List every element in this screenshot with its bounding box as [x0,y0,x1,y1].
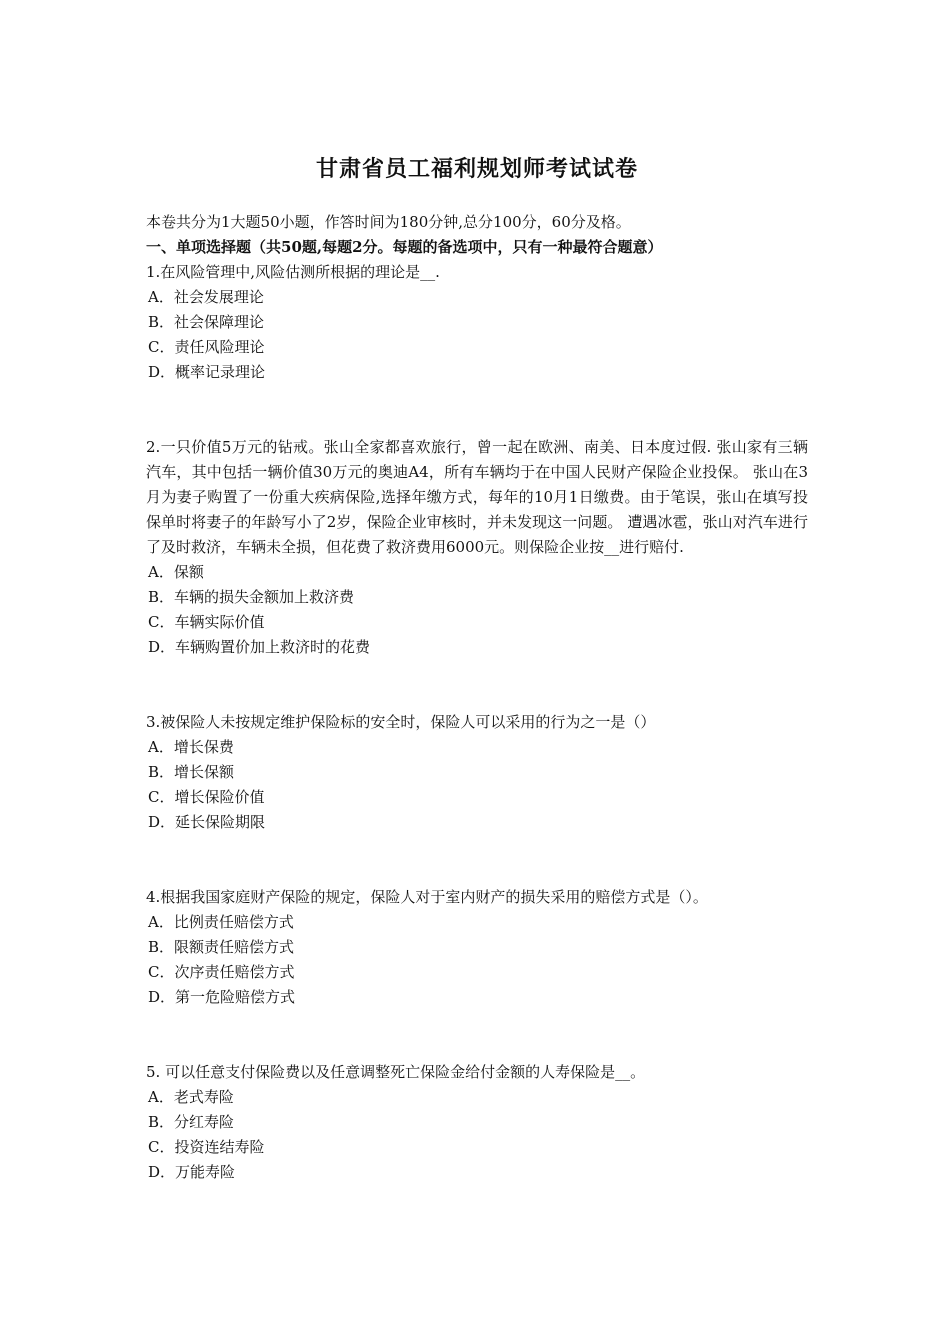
option-b [146,310,808,335]
question-4 [146,885,808,1010]
option-a [146,1085,808,1110]
option-letter: D． [148,1163,176,1181]
option-letter: C． [148,788,175,806]
option-letter: C． [148,338,175,356]
option-c [146,1135,808,1160]
option-a [146,735,808,760]
exam-page [146,150,808,1185]
option-text: 概率记录理论 [175,363,266,381]
option-b [146,760,808,785]
question-2 [146,435,808,660]
option-a [146,560,808,585]
section-heading: 一、单项选择题（共50题,每题2分。每题的备选项中，只有一种最符合题意） [146,238,663,256]
question-3 [146,710,808,835]
option-b [146,1110,808,1135]
option-c [146,335,808,360]
option-letter: D． [148,363,176,381]
option-letter: B． [148,588,175,606]
option-text: 分红寿险 [174,1113,235,1131]
option-letter: A． [148,738,174,756]
spacer [146,660,808,710]
option-text: 增长保费 [173,738,234,756]
option-letter: B． [148,313,175,331]
option-text: 老式寿险 [173,1088,234,1106]
option-d [146,1160,808,1185]
option-text: 责任风险理论 [174,338,265,356]
option-b [146,585,808,610]
spacer [146,385,808,435]
option-letter: B． [148,938,175,956]
option-text: 第一危险赔偿方式 [175,988,296,1006]
option-letter: A． [148,1088,174,1106]
option-letter: A． [148,288,174,306]
exam-intro: 本卷共分为1大题50小题，作答时间为180分钟,总分100分，60分及格。 [146,213,631,231]
page-title: 甘肃省员工福利规划师考试试卷 [315,156,638,182]
option-a [146,910,808,935]
option-text: 比例责任赔偿方式 [173,913,294,931]
option-b [146,935,808,960]
option-text: 投资连结寿险 [174,1138,265,1156]
option-letter: A． [148,913,174,931]
question-stem: 3.被保险人未按规定维护保险标的安全时，保险人可以采用的行为之一是（） [146,713,656,731]
option-text: 延长保险期限 [175,813,266,831]
question-5 [146,1060,808,1185]
option-letter: A． [148,563,174,581]
option-letter: C． [148,1138,175,1156]
option-text: 增长保额 [174,763,235,781]
question-stem: 4.根据我国家庭财产保险的规定，保险人对于室内财产的损失采用的赔偿方式是（）。 [146,888,708,906]
spacer [146,835,808,885]
option-text: 次序责任赔偿方式 [174,963,295,981]
option-text: 增长保险价值 [174,788,265,806]
option-letter: D． [148,638,176,656]
option-text: 车辆购置价加上救济时的花费 [175,638,371,656]
option-letter: C． [148,963,175,981]
option-d [146,810,808,835]
option-d [146,360,808,385]
question-stem: 1.在风险管理中,风险估测所根据的理论是__. [146,263,440,281]
option-text: 车辆的损失金额加上救济费 [174,588,355,606]
option-text: 社会发展理论 [173,288,264,306]
option-text: 万能寿险 [175,1163,236,1181]
option-d [146,985,808,1010]
option-d [146,635,808,660]
option-c [146,610,808,635]
option-letter: B． [148,1113,175,1131]
question-stem: 2.一只价值5万元的钻戒。张山全家都喜欢旅行，曾一起在欧洲、南美、日本度过假. 张山家有三辆汽车，其中包括一辆价值30万元的奥迪A4，所有车辆均于在中国人民财产保险企业投保。 张山在3月为妻子购置了一份重大疾病保险,选择年缴方式，每年的10月1日缴费。由于笔误，张山在填写投保单时将妻子的年龄写小了2岁，保险企业审核时，并未发现这一问题。 遭遇冰雹，张山对汽车进行了及时救济，车辆未全损，但花费了救济费用6000元。则保险企业按__进行赔付. [146,438,808,556]
option-a [146,285,808,310]
question-1 [146,260,808,385]
question-stem: 5. 可以任意支付保险费以及任意调整死亡保险金给付金额的人寿保险是__。 [146,1063,646,1081]
spacer [146,1010,808,1060]
option-letter: D． [148,813,176,831]
option-c [146,960,808,985]
option-text: 保额 [173,563,204,581]
option-c [146,785,808,810]
option-text: 限额责任赔偿方式 [174,938,295,956]
option-letter: B． [148,763,175,781]
option-letter: C． [148,613,175,631]
option-text: 社会保障理论 [174,313,265,331]
option-text: 车辆实际价值 [174,613,265,631]
option-letter: D． [148,988,176,1006]
